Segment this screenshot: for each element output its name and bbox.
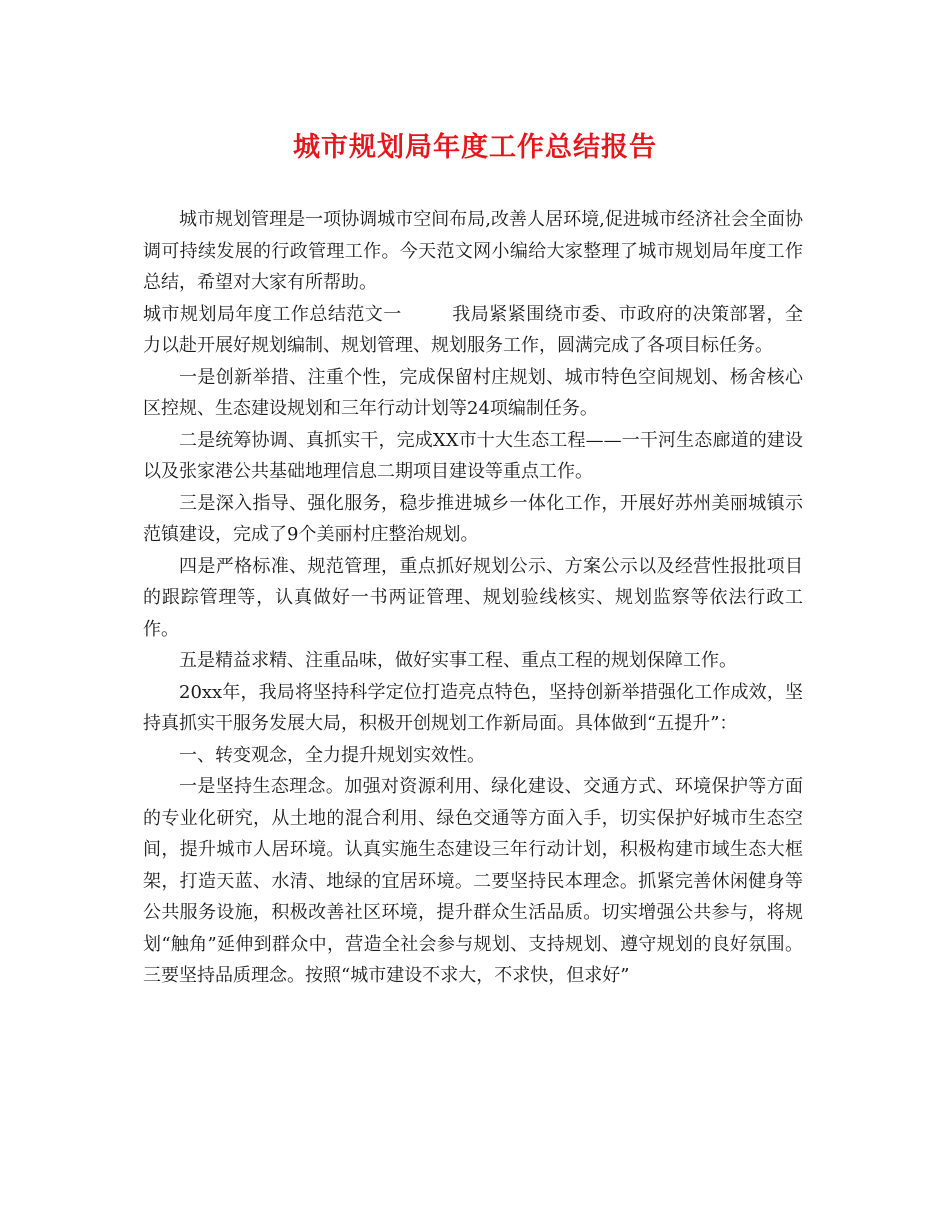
body-paragraph: 一是创新举措、注重个性，完成保留村庄规划、城市特色空间规划、杨舍核心区控规、生态建设规划和三年行动计划等24项编制任务。 bbox=[143, 366, 803, 419]
body-paragraph: 五是精益求精、注重品味，做好实事工程、重点工程的规划保障工作。 bbox=[179, 650, 737, 671]
section-paragraph bbox=[143, 299, 803, 362]
document-title: 城市规划局年度工作总结报告 bbox=[293, 132, 657, 163]
section-heading: 城市规划局年度工作总结范文一 bbox=[143, 303, 402, 325]
body-paragraph: 二是统筹协调、真抓实干，完成XX市十大生态工程——一干河生态廊道的建设以及张家港公共基础地理信息二期项目建设等重点工作。 bbox=[143, 429, 803, 482]
body-paragraph: 20xx年，我局将坚持科学定位打造亮点特色，坚持创新举措强化工作成效，坚持真抓实干服务发展大局，积极开创规划工作新局面。具体做到“五提升”： bbox=[143, 681, 803, 734]
body-paragraph: 四是严格标准、规范管理，重点抓好规划公示、方案公示以及经营性报批项目的跟踪管理等，认真做好一书两证管理、规划验线核实、规划监察等依法行政工作。 bbox=[143, 555, 803, 640]
body-paragraph: 一是坚持生态理念。加强对资源利用、绿化建设、交通方式、环境保护等方面的专业化研究，从土地的混合利用、绿色交通等方面入手，切实保护好城市生态空间，提升城市人居环境。认真实施生态建设三年行动计划，积极构建市域生态大框架，打造天蓝、水清、地绿的宜居环境。二要坚持民本理念。抓紧完善休闲健身等公共服务设施，积极改善社区环境，提升群众生活品质。切实增强公共参与，将规划“触角”延伸到群众中，营造全社会参与规划、支持规划、遵守规划的良好氛围。三要坚持品质理念。按照“城市建设不求大，不求快，但求好” bbox=[143, 776, 803, 986]
body-paragraph: 一、转变观念，全力提升规划实效性。 bbox=[179, 744, 485, 766]
intro-paragraph: 城市规划管理是一项协调城市空间布局,改善人居环境,促进城市经济社会全面协调可持续发展的行政管理工作。今天范文网小编给大家整理了城市规划局年度工作总结，希望对大家有所帮助。 bbox=[143, 209, 803, 293]
body-paragraph: 三是深入指导、强化服务，稳步推进城乡一体化工作，开展好苏州美丽城镇示范镇建设，完成了9个美丽村庄整治规划。 bbox=[143, 492, 803, 545]
document-body bbox=[143, 204, 803, 992]
section-lead: 我局紧紧围绕市委、市政府的决策部署，全力以赴开展好规划编制、规划管理、规划服务工作，圆满完成了各项目标任务。 bbox=[143, 303, 804, 356]
